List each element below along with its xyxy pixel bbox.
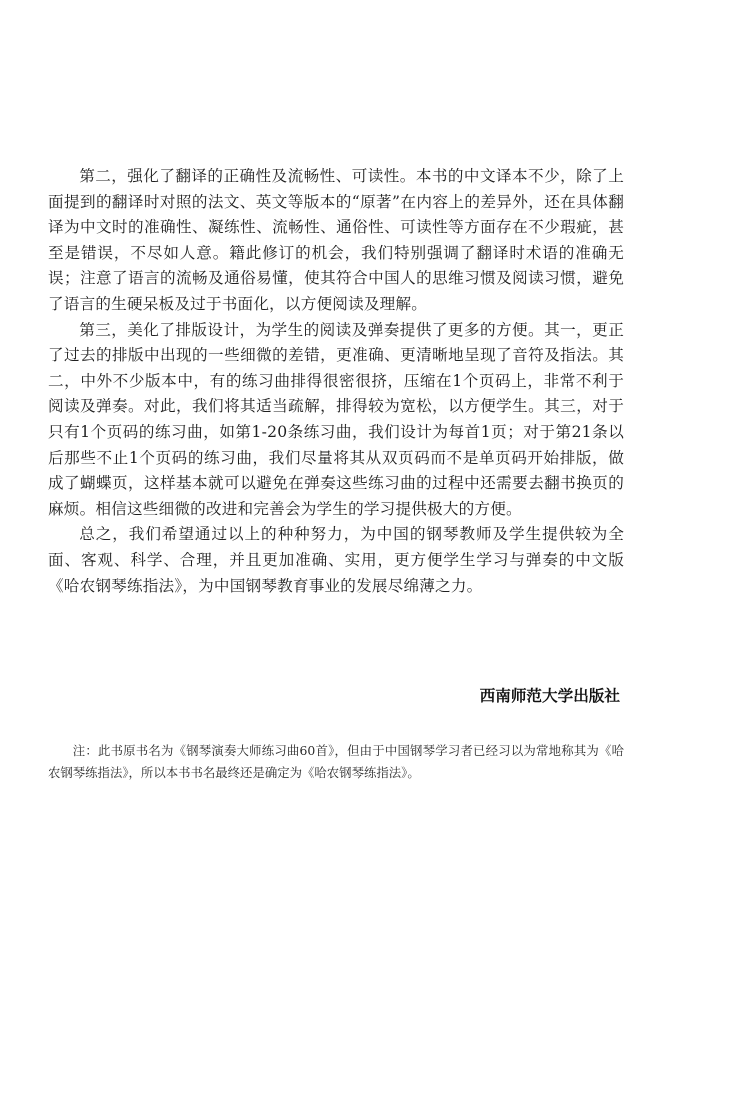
publisher-signature: 西南师范大学出版社	[479, 687, 620, 705]
paragraph-layout-design: 第三，美化了排版设计，为学生的阅读及弹奏提供了更多的方便。其一，更正了过去的排版中出现的一些细微的差错，更准确、更清晰地呈现了音符及指法。其二，中外不少版本中，有的练习曲排得很密很挤，压缩在1个页码上，非常不利于阅读及弹奏。对此，我们将其适当疏解，排得较为宽松，以方便学生。其三，对于只有1个页码的练习曲，如第1-20条练习曲，我们设计为每首1页；对于第21条以后那些不止1个页码的练习曲，我们尽量将其从双页码而不是单页码开始排版，做成了蝴蝶页，这样基本就可以避免在弹奏这些练习曲的过程中还需要去翻书换页的麻烦。相信这些细微的改进和完善会为学生的学习提供极大的方便。	[48, 320, 624, 518]
footnote: 注：此书原书名为《钢琴演奏大师练习曲60首》，但由于中国钢琴学习者已经习以为常地称其为《哈农钢琴练指法》，所以本书书名最终还是确定为《哈农钢琴练指法》。	[48, 743, 624, 781]
paragraph-conclusion: 总之，我们希望通过以上的种种努力，为中国的钢琴教师及学生提供较为全面、客观、科学、合理，并且更加准确、实用，更方便学生学习与弹奏的中文版《哈农钢琴练指法》，为中国钢琴教育事业的发展尽绵薄之力。	[48, 525, 624, 595]
body-text	[48, 164, 624, 599]
paragraph-translation-accuracy: 第二，强化了翻译的正确性及流畅性、可读性。本书的中文译本不少，除了上面提到的翻译时对照的法文、英文等版本的“原著”在内容上的差异外，还在具体翻译为中文时的准确性、凝练性、流畅性、通俗性、可读性等方面存在不少瑕疵，甚至是错误，不尽如人意。籍此修订的机会，我们特别强调了翻译时术语的准确无误；注意了语言的流畅及通俗易懂，使其符合中国人的思维习惯及阅读习惯，避免了语言的生硬呆板及过于书面化，以方便阅读及理解。	[48, 167, 624, 313]
